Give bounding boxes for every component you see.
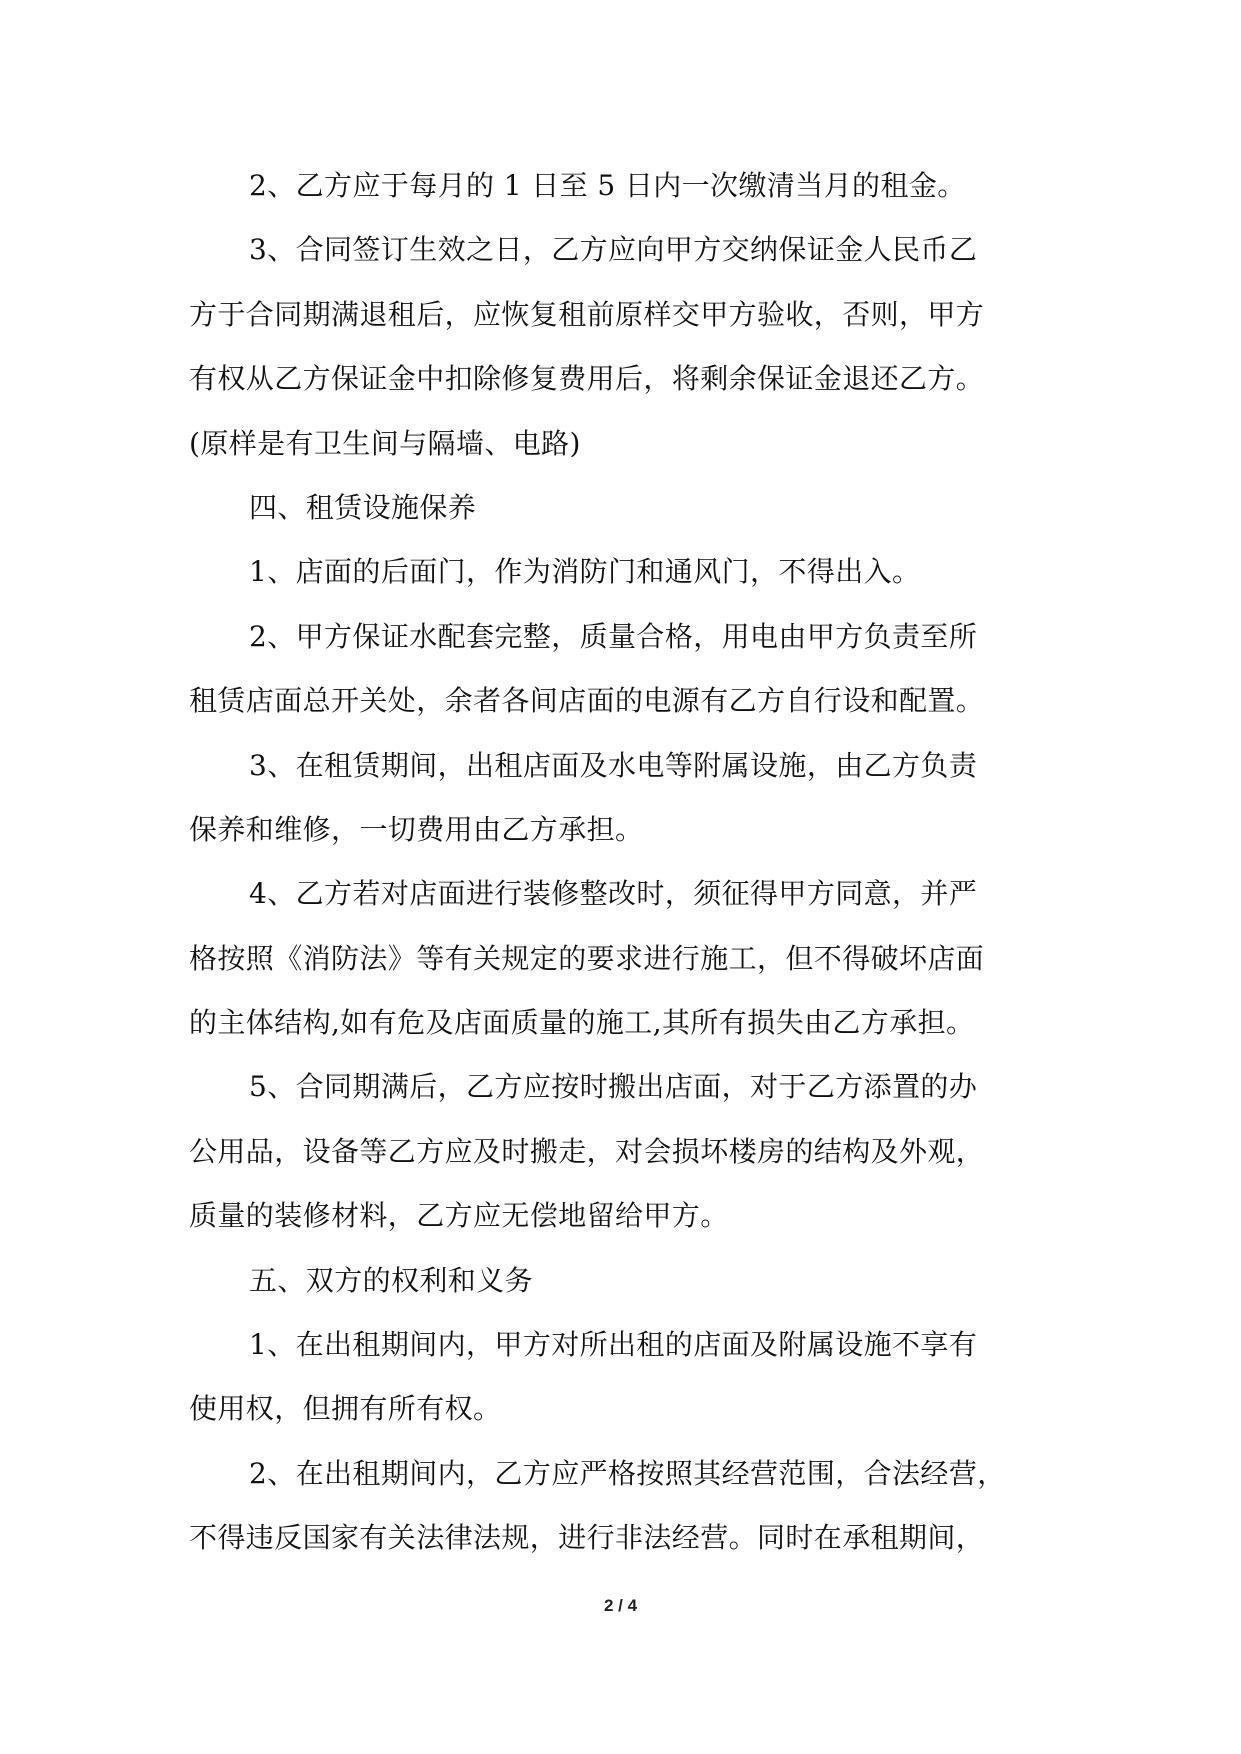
- text-line: 1、在出租期间内，甲方对所出租的店面及附属设施不享有: [249, 1328, 978, 1362]
- text-line: 方于合同期满退租后，应恢复租前原样交甲方验收，否则，甲方: [189, 297, 985, 331]
- text-line: 租赁店面总开关处，余者各间店面的电源有乙方自行设和配置。: [189, 684, 985, 718]
- text-line: 2、乙方应于每月的 1 日至 5 日内一次缴清当月的租金。: [249, 169, 966, 202]
- document-body: [189, 154, 1059, 1571]
- text-line: 保养和维修，一切费用由乙方承担。: [189, 812, 644, 846]
- text-line: 格按照《消防法》等有关规定的要求进行施工，但不得破坏店面: [189, 941, 985, 975]
- text-line: 不得违反国家有关法律法规，进行非法经营。同时在承租期间，: [189, 1521, 985, 1555]
- text-line: 质量的装修材料，乙方应无偿地留给甲方。: [189, 1199, 729, 1233]
- page-number: 2 / 4: [603, 1596, 638, 1615]
- text-line: 2、甲方保证水配套完整，质量合格，用电由甲方负责至所: [249, 619, 978, 653]
- text-line: (原样是有卫生间与隔墙、电路): [189, 426, 581, 460]
- text-line: 使用权，但拥有所有权。: [189, 1392, 502, 1426]
- text-line: 1、店面的后面门，作为消防门和通风门，不得出入。: [249, 555, 921, 589]
- text-line: 3、合同签订生效之日，乙方应向甲方交纳保证金人民币乙: [249, 233, 978, 267]
- text-line: 公用品，设备等乙方应及时搬走，对会损坏楼房的结构及外观，: [189, 1134, 985, 1168]
- text-line: 五、双方的权利和义务: [249, 1263, 534, 1297]
- text-line: 2、在出租期间内，乙方应严格按照其经营范围，合法经营，: [249, 1456, 1006, 1490]
- text-line: 3、在租赁期间，出租店面及水电等附属设施，由乙方负责: [249, 748, 978, 782]
- text-line: 有权从乙方保证金中扣除修复费用后，将剩余保证金退还乙方。: [189, 362, 985, 396]
- text-line: 四、租赁设施保养: [249, 490, 477, 524]
- text-line: 5、合同期满后，乙方应按时搬出店面，对于乙方添置的办: [249, 1070, 978, 1104]
- text-line: 4、乙方若对店面进行装修整改时，须征得甲方同意，并严: [249, 877, 978, 911]
- text-line: 的主体结构,如有危及店面质量的施工,其所有损失由乙方承担。: [189, 1006, 975, 1040]
